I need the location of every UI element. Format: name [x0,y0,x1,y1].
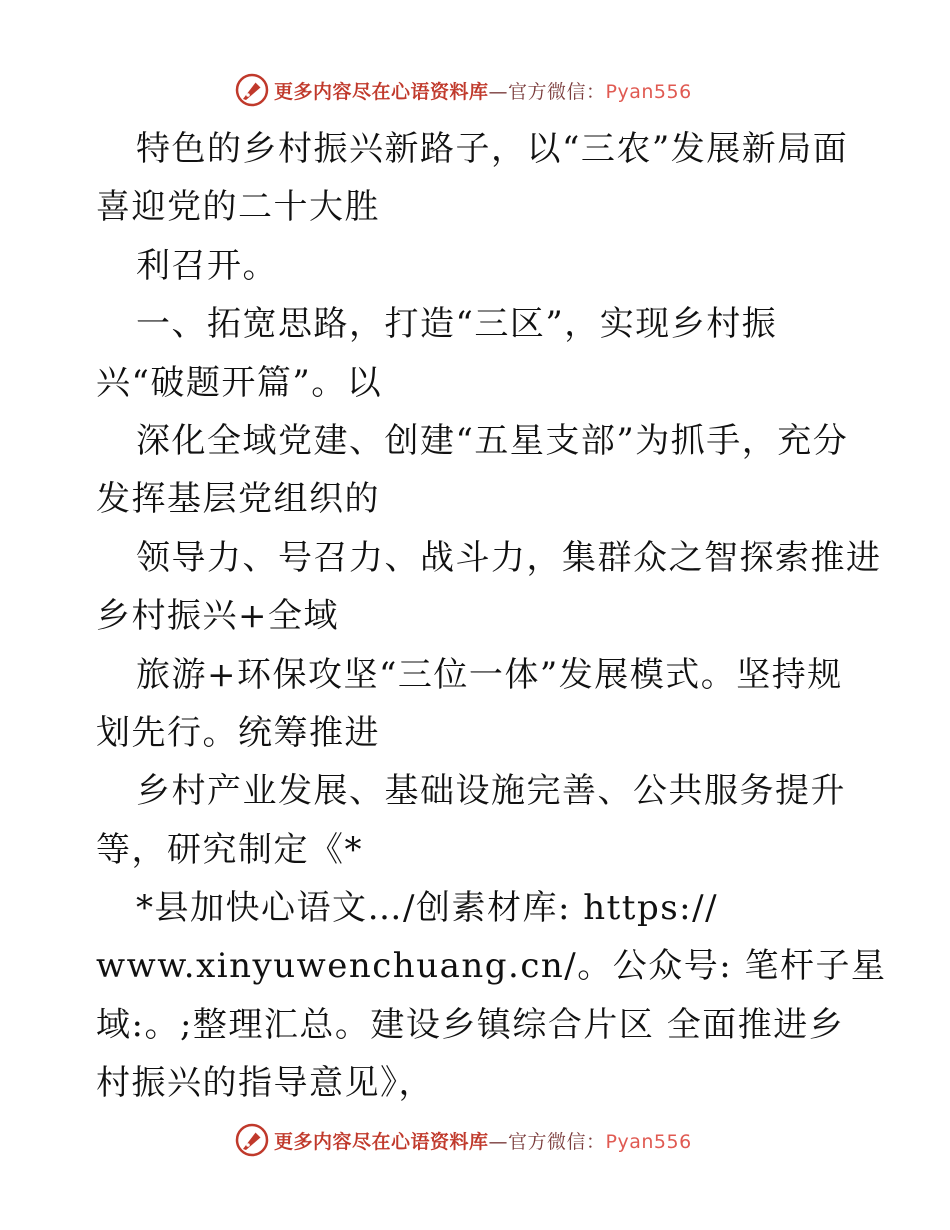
pen-nib-logo-icon [234,72,270,108]
text-line: *县加快心语文…/创素材库: https:// [136,888,719,929]
header-banner-wechat: Pyan556 [605,80,692,103]
footer-banner-official: 官方微信： [508,1130,606,1153]
text-line: 划先行。统筹推进 [96,712,380,753]
footer-banner-wechat: Pyan556 [605,1130,692,1153]
document-body [96,120,887,1113]
text-line: 等，研究制定《* [96,829,363,870]
header-banner-text [274,77,692,104]
text-line: 乡村振兴+全域 [96,596,339,637]
pen-nib-logo-icon [234,1122,270,1158]
header-banner-dash: — [488,80,509,103]
footer-banner [234,1122,754,1158]
header-banner-main: 更多内容尽在心语资料库 [274,80,489,103]
text-line: www.xinyuwenchuang.cn/。公众号: 笔杆子星 [96,946,887,987]
header-banner [234,72,754,108]
text-line: 一、拓宽思路，打造“三区”，实现乡村振 [136,304,778,345]
text-line: 深化全域党建、创建“五星支部”为抓手，充分 [136,420,849,461]
header-banner-official: 官方微信： [508,80,606,103]
text-line: 领导力、号召力、战斗力，集群众之智探索推进 [136,537,882,578]
text-line: 旅游+环保攻坚“三位一体”发展模式。坚持规 [136,654,843,695]
text-line: 乡村产业发展、基础设施完善、公共服务提升 [136,771,846,812]
footer-banner-dash: — [488,1130,509,1153]
footer-banner-main: 更多内容尽在心语资料库 [274,1130,489,1153]
text-line: 利召开。 [136,245,278,286]
text-line: 发挥基层党组织的 [96,479,380,520]
text-line: 喜迎党的二十大胜 [96,187,380,228]
footer-banner-text [274,1127,692,1154]
text-line: 域:。;整理汇总。建设乡镇综合片区 全面推进乡 [96,1004,845,1045]
text-line: 村振兴的指导意见》， [96,1063,434,1104]
text-line: 兴“破题开篇”。以 [96,362,383,403]
text-line: 特色的乡村振兴新路子，以“三农”发展新局面 [136,129,849,169]
